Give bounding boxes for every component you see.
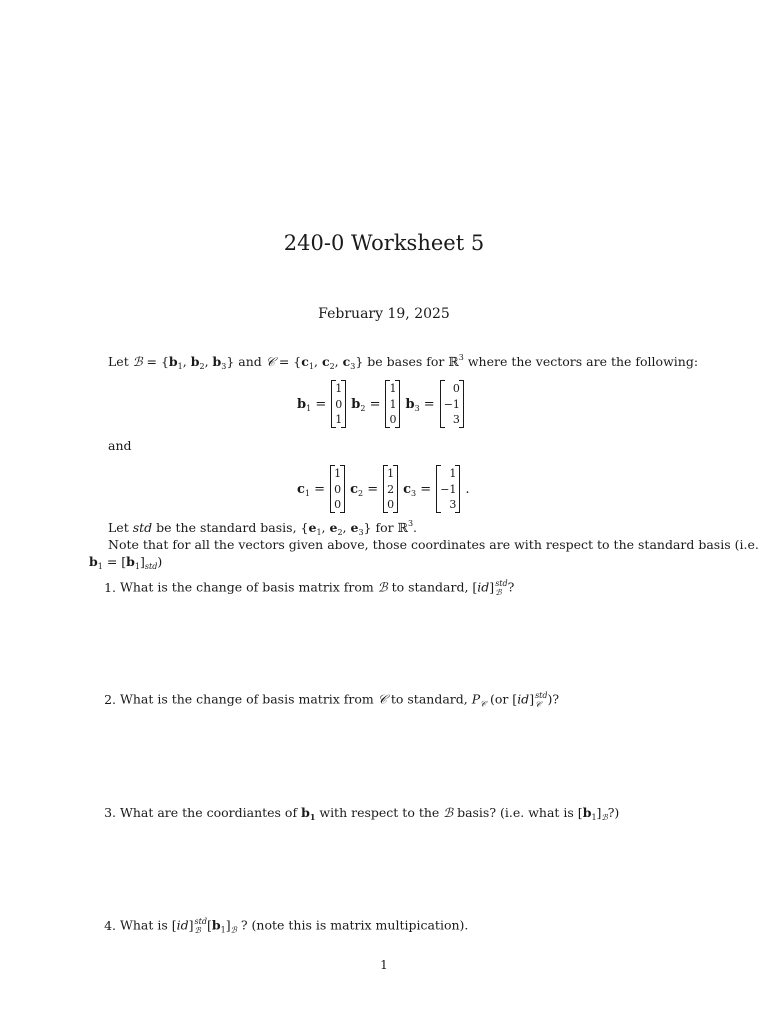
question-4: 4. What is [id] std ℬ $[b_1]_ℬ$ ? (note this is matrix multipication). [100,917,468,935]
intro-eq-open2: = { [274,354,302,369]
intro-c3-sub: 3 [350,362,356,371]
intro-tail2: where the vectors are the following: [463,354,699,369]
b1-entry-3: 1 [335,413,343,426]
question-3-number: 3. [104,805,116,820]
c1-entry-3: 0 [334,498,342,511]
document-title: 240-0 Worksheet 5 [283,231,485,255]
c1-label: $c_1$ = [297,481,326,498]
question-1-number: 1. [104,579,116,595]
intro-ccomma2: , [334,354,343,369]
intro-b1-sub: 1 [177,362,183,371]
intro-and: } and [226,354,266,369]
intro-b3-sub: 3 [221,362,227,371]
intro-b1: b [168,354,178,369]
intro-c1: c [301,354,309,369]
intro-c3: c [342,354,351,369]
question-4-number: 4. [104,917,116,933]
b1-entry-2: 0 [335,397,343,411]
b2-entry-2: 1 [389,397,397,411]
intro-let: Let [108,354,129,369]
c1-entry-1: 1 [334,467,342,480]
b3-matrix [440,380,464,428]
intro-paragraph [108,353,698,370]
intro-comma1: , [182,354,191,369]
b-vectors-row [297,380,469,428]
b1-entry-1: 1 [335,382,343,395]
c2-matrix [383,465,398,513]
reals-symbol: ℝ [448,354,459,369]
question-3: 3. What are the coordiantes of $b_1$ with respect to the ℬ basis? (i.e. what is $[b_1]_ℬ$?) [100,805,619,820]
std-basis-line: Let std be the standard basis, {$e_1$, $e_2$, $e_3$} for ℝ$^3$. [108,519,418,537]
c1-matrix [330,465,345,513]
c1-entry-2: 0 [334,482,342,496]
intro-ccomma1: , [313,354,322,369]
reals-exponent: 3 [458,353,464,362]
document-date: February 19, 2025 [318,306,450,322]
note-line-2: $b_1 = [b_1]_{std}$) [89,554,163,571]
c-period: . [465,481,470,497]
intro-b2: b [190,354,200,369]
note-line-1: Note that for all the vectors given above, those coordinates are with respect to the standard basis (i.e. [108,537,759,552]
question-1: 1. What is the change of basis matrix from ℬ to standard, [id] std ℬ ? [100,579,514,597]
intro-comma2: , [204,354,213,369]
intro-c2-sub: 2 [329,362,335,371]
b2-matrix [385,380,400,428]
question-2: 2. What is the change of basis matrix from 𝒞 to standard, $P_𝒞$ (or [id] std 𝒞 )? [100,691,559,709]
b3-entry-3: 3 [452,413,460,426]
basis-B-symbol: ℬ [132,354,143,369]
c2-entry-1: 1 [387,467,395,480]
b1-matrix [331,380,346,428]
c2-entry-2: 2 [387,482,395,496]
c3-entry-3: 3 [449,498,457,511]
std-symbol: std [132,520,153,535]
intro-eq-open: = { [142,354,169,369]
intro-b3: b [212,354,222,369]
c3-entry-1: 1 [449,467,457,480]
and-label: and [108,438,132,453]
b3-label: $b_3$ = [405,396,435,413]
question-2-number: 2. [104,691,116,707]
b3-entry-2: −1 [443,397,460,411]
c-vectors-row [297,465,470,513]
intro-b2-sub: 2 [199,362,205,371]
b2-entry-3: 0 [389,413,397,426]
c3-entry-2: −1 [440,482,457,496]
c2-entry-3: 0 [387,498,395,511]
b3-entry-1: 0 [452,382,460,395]
c2-label: $c_2$ = [350,481,379,498]
b2-entry-1: 1 [389,382,397,395]
c3-label: $c_3$ = [403,481,432,498]
page-number: 1 [380,958,388,972]
c3-matrix [436,465,460,513]
intro-c2: c [321,354,330,369]
intro-tail: } be bases for [355,354,449,369]
basis-C-symbol: 𝒞 [265,354,275,369]
b1-label: $b_1$ = [297,396,327,413]
b2-label: $b_2$ = [351,396,381,413]
intro-c1-sub: 1 [308,362,314,371]
